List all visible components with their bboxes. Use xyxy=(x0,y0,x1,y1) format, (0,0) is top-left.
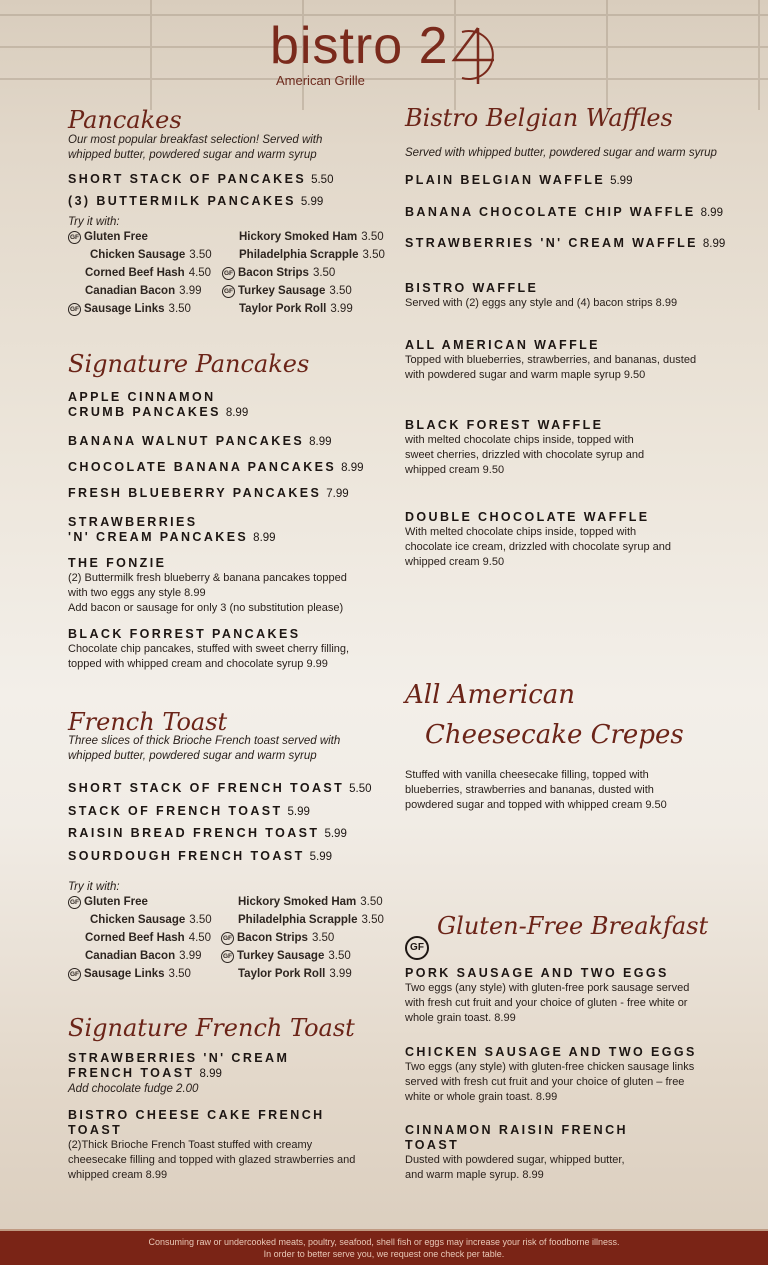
menu-item: STRAWBERRIES 'N' CREAM FRENCH TOAST 8.99 Add chocolate fudge 2.00 xyxy=(68,1051,290,1095)
waffles-intro: Served with whipped butter, powdered sugar and warm syrup xyxy=(405,147,717,159)
gluten-free-badge-icon: GF xyxy=(405,936,429,960)
menu-item: CHICKEN SAUSAGE AND TWO EGGS Two eggs (any style) with gluten-free chicken sausage links served with fresh cut fruit and your choice of gluten – free white or whole grain toast. 8.99 xyxy=(405,1045,697,1103)
section-title-belgian-waffles: Bistro Belgian Waffles xyxy=(405,104,673,132)
try-it-with-label: Try it with: xyxy=(68,881,120,893)
section-title-crepes-line2: Cheesecake Crepes xyxy=(425,720,684,750)
clock-four-icon xyxy=(448,22,500,86)
french-toast-intro: Three slices of thick Brioche French toast served with whipped butter, powdered sugar and warm syrup xyxy=(68,735,341,762)
section-title-gluten-free: Gluten-Free Breakfast xyxy=(437,912,709,940)
section-title-signature-pancakes: Signature Pancakes xyxy=(68,350,310,378)
menu-item: PLAIN BELGIAN WAFFLE 5.99 xyxy=(405,173,633,187)
crepes-description: Stuffed with vanilla cheesecake filling, topped with blueberries, strawberries and bananas, dusted with powdered sugar and topped with whipped cream 9.50 xyxy=(405,769,667,811)
gluten-free-icon: GF xyxy=(68,896,81,909)
menu-item: BLACK FOREST WAFFLE with melted chocolate chips inside, topped with sweet cherries, drizzled with chocolate syrup and whipped cream 9.50 xyxy=(405,418,645,476)
pancakes-intro: Our most popular breakfast selection! Served with whipped butter, powdered sugar and warm syrup xyxy=(68,134,323,161)
menu-item: CINNAMON RAISIN FRENCH TOAST Dusted with powdered sugar, whipped butter, and warm maple syrup. 8.99 xyxy=(405,1123,628,1181)
gluten-free-icon: GF xyxy=(222,285,235,298)
menu-item: (3) BUTTERMILK PANCAKES 5.99 xyxy=(68,194,324,208)
menu-item: PORK SAUSAGE AND TWO EGGS Two eggs (any style) with gluten-free pork sausage served with fresh cut fruit and your choice of gluten - free white or whole grain toast. 8.99 xyxy=(405,966,690,1024)
menu-item: BISTRO CHEESE CAKE FRENCH TOAST (2)Thick Brioche French Toast stuffed with creamy cheesecake filling and topped with glazed strawberries and whipped cream 8.99 xyxy=(68,1108,356,1181)
menu-item-the-fonzie: THE FONZIE (2) Buttermilk fresh blueberry & banana pancakes topped with two eggs any style 8.99 Add bacon or sausage for only 3 (no substitution please) xyxy=(68,556,347,614)
gluten-free-icon: GF xyxy=(68,231,81,244)
menu-item: BANANA CHOCOLATE CHIP WAFFLE 8.99 xyxy=(405,205,723,219)
one-check-notice: In order to better serve you, we request one check per table. xyxy=(263,1249,505,1259)
menu-item: SHORT STACK OF PANCAKES 5.50 xyxy=(68,172,334,186)
menu-item: CHOCOLATE BANANA PANCAKES 8.99 xyxy=(68,460,364,474)
addons-right: Hickory Smoked Ham 3.50 Philadelphia Scrapple 3.50 GF Bacon Strips 3.50 GF Turkey Sausage 3.50 Taylor Pork Roll 3.99 xyxy=(222,896,384,980)
gluten-free-icon: GF xyxy=(221,932,234,945)
menu-item: APPLE CINNAMON CRUMB PANCAKES 8.99 xyxy=(68,390,249,419)
addons-left: GF Gluten Free Chicken Sausage 3.50 Corned Beef Hash 4.50 Canadian Bacon 3.99 GF Sausage Links 3.50 xyxy=(69,896,212,980)
menu-item: SHORT STACK OF FRENCH TOAST 5.50 xyxy=(68,781,372,795)
menu-item: STRAWBERRIES 'N' CREAM PANCAKES 8.99 xyxy=(68,515,276,544)
gluten-free-icon: GF xyxy=(221,950,234,963)
logo-wordmark: bistro 2 xyxy=(270,17,449,75)
section-title-signature-french-toast: Signature French Toast xyxy=(68,1014,355,1042)
menu-item: STACK OF FRENCH TOAST 5.99 xyxy=(68,804,310,818)
menu-item: BISTRO WAFFLE Served with (2) eggs any style and (4) bacon strips 8.99 xyxy=(405,281,678,309)
gluten-free-icon: GF xyxy=(68,303,81,316)
gluten-free-icon: GF xyxy=(68,968,81,981)
logo-subtitle: American Grille xyxy=(276,73,365,88)
menu-item: RAISIN BREAD FRENCH TOAST 5.99 xyxy=(68,826,347,840)
menu-item: ALL AMERICAN WAFFLE Topped with blueberries, strawberries, and bananas, dusted with powdered sugar and warm maple syrup 9.50 xyxy=(405,338,697,381)
footer-disclaimer xyxy=(0,1229,768,1265)
addons-right: Hickory Smoked Ham 3.50 Philadelphia Scrapple 3.50 GF Bacon Strips 3.50 GF Turkey Sausage 3.50 Taylor Pork Roll 3.99 xyxy=(223,231,385,315)
menu-item: SOURDOUGH FRENCH TOAST 5.99 xyxy=(68,849,332,863)
section-title-crepes-line1: All American xyxy=(405,680,576,710)
menu-item-black-forrest-pancakes: BLACK FORREST PANCAKES Chocolate chip pancakes, stuffed with sweet cherry filling, topped with whipped cream and chocolate syrup 9.99 xyxy=(68,627,350,670)
addons-left: GF Gluten Free Chicken Sausage 3.50 Corned Beef Hash 4.50 Canadian Bacon 3.99 GF Sausage Links 3.50 xyxy=(69,231,212,315)
menu-item: STRAWBERRIES 'N' CREAM WAFFLE 8.99 xyxy=(405,236,726,250)
logo xyxy=(270,18,510,90)
foodborne-warning: Consuming raw or undercooked meats, poultry, seafood, shell fish or eggs may increase your risk of foodborne illness. xyxy=(148,1237,620,1247)
gluten-free-icon: GF xyxy=(222,267,235,280)
menu-item: DOUBLE CHOCOLATE WAFFLE With melted chocolate chips inside, topped with chocolate ice cream, drizzled with chocolate syrup and whipped cream 9.50 xyxy=(405,510,671,568)
try-it-with-label: Try it with: xyxy=(68,216,120,228)
section-title-pancakes: Pancakes xyxy=(68,106,182,134)
section-title-french-toast: French Toast xyxy=(68,708,228,736)
menu-item: BANANA WALNUT PANCAKES 8.99 xyxy=(68,434,332,448)
menu-item: FRESH BLUEBERRY PANCAKES 7.99 xyxy=(68,486,349,500)
